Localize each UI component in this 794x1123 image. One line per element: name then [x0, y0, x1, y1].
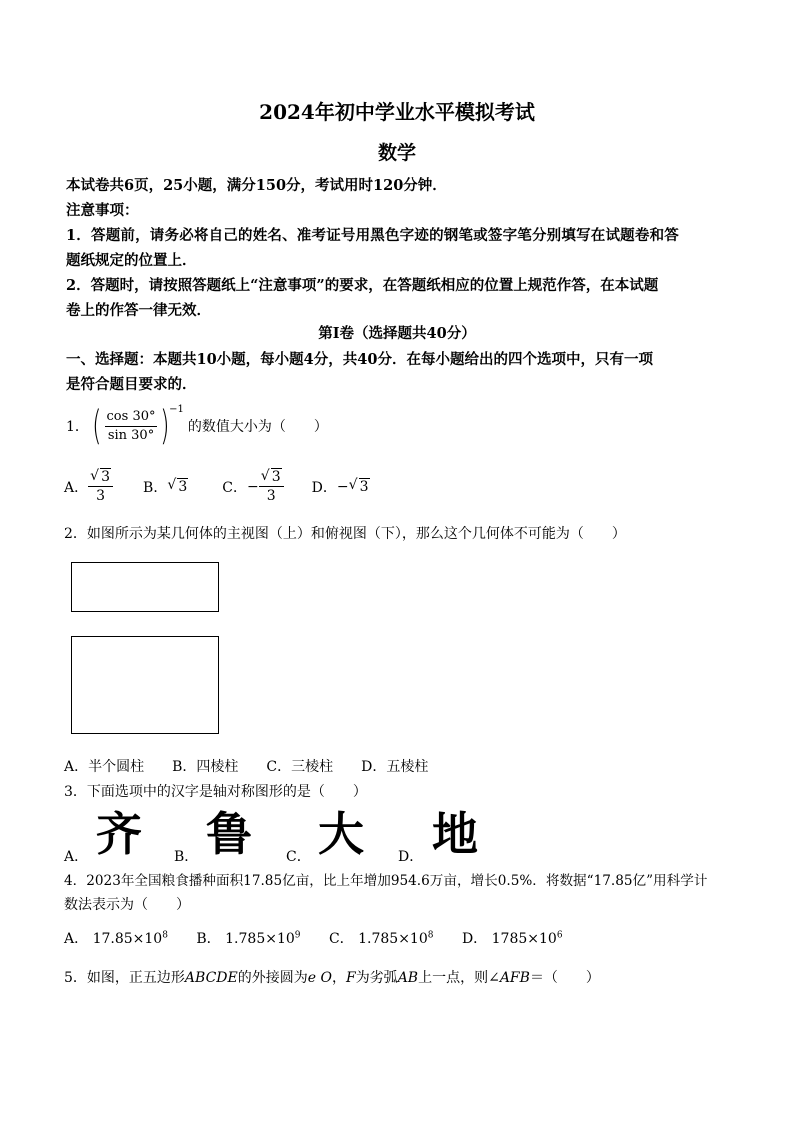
- part-1-instructions-line-1: 一、选择题：本题共10小题，每小题4分，共40分．在每小题给出的四个选项中，只有一项: [66, 351, 653, 368]
- section-title: 第Ⅰ卷（选择题共40分）: [318, 325, 476, 342]
- question-4-options: [64, 928, 563, 948]
- question-2-options: A．半个圆柱 B．四棱柱 C．三棱柱 D．五棱柱: [64, 759, 429, 775]
- option-a-value: $17.85\times 10^8$: [92, 930, 168, 947]
- option-c-value: √ $\frac{3}{3}$: [259, 468, 284, 505]
- note-2-line-2: 卷上的作答一律无效．: [66, 302, 211, 319]
- front-view-rectangle: [71, 562, 219, 612]
- option-b-label: B．: [196, 931, 221, 947]
- option-b-label: B．: [143, 479, 168, 496]
- note-1-line-1: 1．答题前，请务必将自己的姓名、准考证号用黑色字迹的钢笔或签字笔分别填写在试题卷和答: [66, 227, 679, 244]
- part-1-instructions-line-2: 是符合题目要求的．: [66, 376, 197, 393]
- question-4-line-2: 数法表示为（ ）: [64, 897, 190, 913]
- option-b-value: $1.785\times 10^9$: [225, 930, 301, 947]
- q3-option-d-char: 地: [432, 807, 478, 861]
- option-d-label: D．: [311, 479, 337, 496]
- option-d-label: D．: [461, 931, 488, 947]
- left-paren: (: [92, 403, 102, 449]
- notes-heading: 注意事项：: [66, 202, 139, 219]
- q3-option-a-label: A．: [64, 849, 89, 865]
- top-view-rectangle: [71, 636, 219, 734]
- option-c-value: $1.785\times 10^8$: [358, 930, 434, 947]
- note-2-line-1: 2．答题时，请按照答题纸上“注意事项”的要求，在答题纸相应的位置上规范作答，在本试题: [66, 277, 659, 294]
- fraction-numerator: cos 30°: [105, 408, 158, 427]
- option-a-label: A．: [64, 479, 89, 496]
- question-1-fraction: [105, 408, 158, 445]
- question-1-text: 的数值大小为（ ）: [187, 419, 328, 435]
- angle-afb: ∠AFB: [488, 970, 530, 986]
- minus-sign: −: [246, 478, 259, 495]
- q3-option-c-label: C．: [286, 849, 311, 865]
- option-a-label: A．: [64, 931, 89, 947]
- point-f: F: [345, 970, 356, 986]
- pentagon-name: ABCDE: [184, 970, 238, 986]
- q3-option-d-label: D．: [398, 849, 424, 865]
- q3-option-b-label: B．: [174, 849, 199, 865]
- option-a-value: √ $\frac{3}{3}$: [88, 468, 113, 505]
- fraction-denominator: sin 30°: [107, 427, 155, 443]
- question-2-text: 2．如图所示为某几何体的主视图（上）和俯视图（下），那么这个几何体不可能为（ ）: [64, 526, 626, 542]
- q3-option-a-char: 齐: [96, 807, 142, 861]
- intro-text: 本试卷共6页，25小题，满分150分，考试用时120分钟．: [66, 177, 447, 194]
- option-b-value: √ 3: [167, 478, 188, 495]
- q3-option-b-char: 鲁: [206, 807, 252, 861]
- arc-ab: AB: [397, 970, 419, 986]
- note-1-line-2: 题纸规定的位置上．: [66, 252, 197, 269]
- question-1-options: [64, 468, 370, 505]
- subject-title: 数学: [377, 142, 416, 164]
- exponent: −1: [169, 404, 184, 415]
- sqrt-symbol: √ 3: [90, 468, 111, 486]
- question-1-number: 1．: [66, 419, 89, 435]
- question-1: [66, 403, 328, 449]
- exam-title: 2024年初中学业水平模拟考试: [259, 100, 535, 124]
- option-d-value: √ 3: [349, 478, 370, 495]
- question-4-line-1: 4．2023年全国粮食播种面积17.85亿亩，比上年增加954.6万亩，增长0.5%．将数据“17.85亿”用科学计: [64, 873, 708, 889]
- option-c-label: C．: [328, 931, 354, 947]
- option-d-value: $1785\times 10^6$: [491, 930, 563, 947]
- circle-name: e O: [307, 970, 332, 986]
- option-c-label: C．: [222, 479, 247, 496]
- right-paren: ): [160, 403, 170, 449]
- minus-sign: −: [336, 478, 349, 495]
- question-3-text: 3．下面选项中的汉字是轴对称图形的是（ ）: [64, 784, 367, 800]
- q3-option-c-char: 大: [318, 807, 364, 861]
- question-5-text: 5．如图，正五边形ABCDE的外接圆为e O，F为劣弧AB上一点，则∠AFB＝（ ）: [64, 970, 600, 986]
